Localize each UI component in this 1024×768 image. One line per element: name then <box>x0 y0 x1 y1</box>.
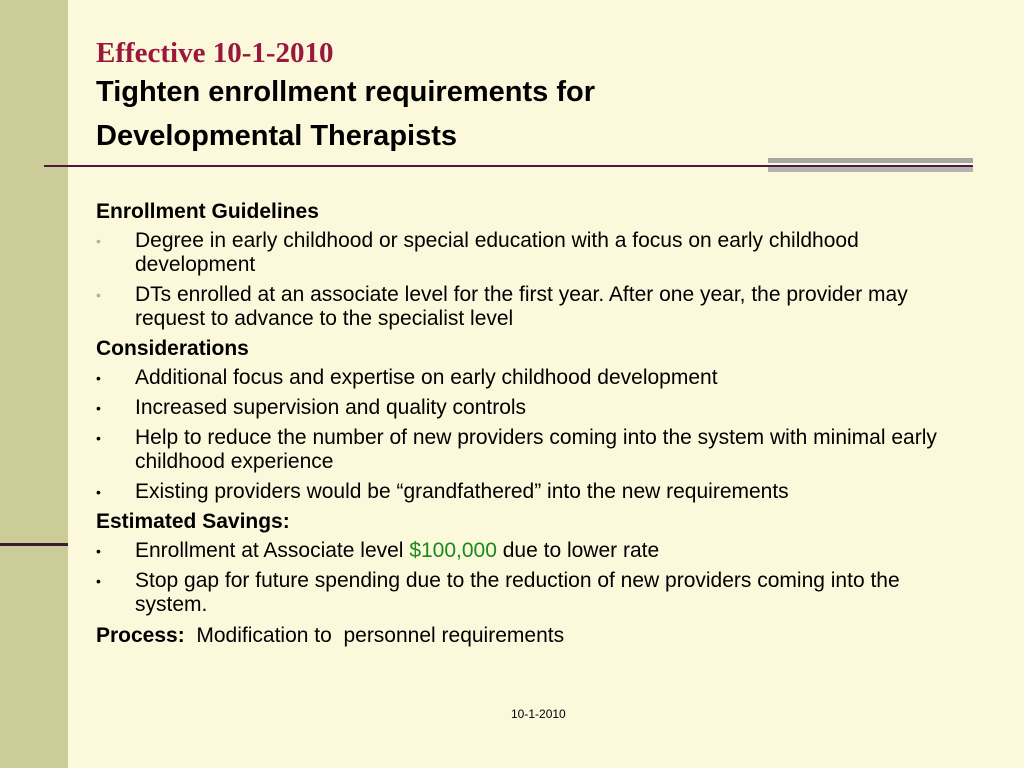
list-item <box>96 229 976 277</box>
list-item <box>96 283 976 331</box>
bullet-text: Existing providers would be “grandfathered” into the new requirements <box>135 480 789 503</box>
bullet-icon: • <box>96 430 101 446</box>
left-sidebar-bar <box>0 0 68 768</box>
savings-text-after: due to lower rate <box>496 539 660 562</box>
bullet-text: DTs enrolled at an associate level for the first year. After one year, the provider may request to advance to the specialist level <box>135 283 908 330</box>
bullet-text: Additional focus and expertise on early childhood development <box>135 366 718 389</box>
bullet-icon: • <box>96 484 101 500</box>
left-accent-line <box>0 543 68 546</box>
slide-body <box>96 199 976 648</box>
list-item <box>96 480 976 504</box>
decorative-gray-bars <box>768 158 973 176</box>
title-line-2: Developmental Therapists <box>96 120 457 152</box>
list-item <box>96 569 976 617</box>
slide-title <box>96 36 796 158</box>
process-line <box>96 623 976 648</box>
footer-date: 10-1-2010 <box>511 707 566 721</box>
list-item <box>96 396 976 420</box>
bullet-text: Help to reduce the number of new providers coming into the system with minimal early childhood experience <box>135 426 937 473</box>
list-item <box>96 539 976 563</box>
bullet-text <box>135 539 659 562</box>
bullet-icon: • <box>96 400 101 416</box>
list-item <box>96 426 976 474</box>
bullet-text: Degree in early childhood or special education with a focus on early childhood development <box>135 229 859 276</box>
bullet-icon: • <box>96 573 101 589</box>
list-item <box>96 366 976 390</box>
bullet-icon: • <box>96 543 101 559</box>
bullet-text: Stop gap for future spending due to the reduction of new providers coming into the system. <box>135 569 900 616</box>
process-label: Process: <box>96 624 185 647</box>
heading-considerations: Considerations <box>96 337 249 360</box>
bullet-icon: • <box>96 370 101 386</box>
heading-enrollment-guidelines: Enrollment Guidelines <box>96 200 319 223</box>
savings-text-before: Enrollment at Associate level <box>135 539 410 562</box>
process-text: Modification to personnel requirements <box>184 624 565 647</box>
title-line-1: Tighten enrollment requirements for <box>96 76 595 108</box>
bullet-icon: • <box>96 233 101 249</box>
bullet-text: Increased supervision and quality controls <box>135 396 527 419</box>
bullet-icon: • <box>96 287 101 303</box>
savings-amount: $100,000 <box>409 539 497 562</box>
title-effective-date: Effective 10-1-2010 <box>96 37 334 69</box>
heading-estimated-savings: Estimated Savings: <box>96 510 290 533</box>
